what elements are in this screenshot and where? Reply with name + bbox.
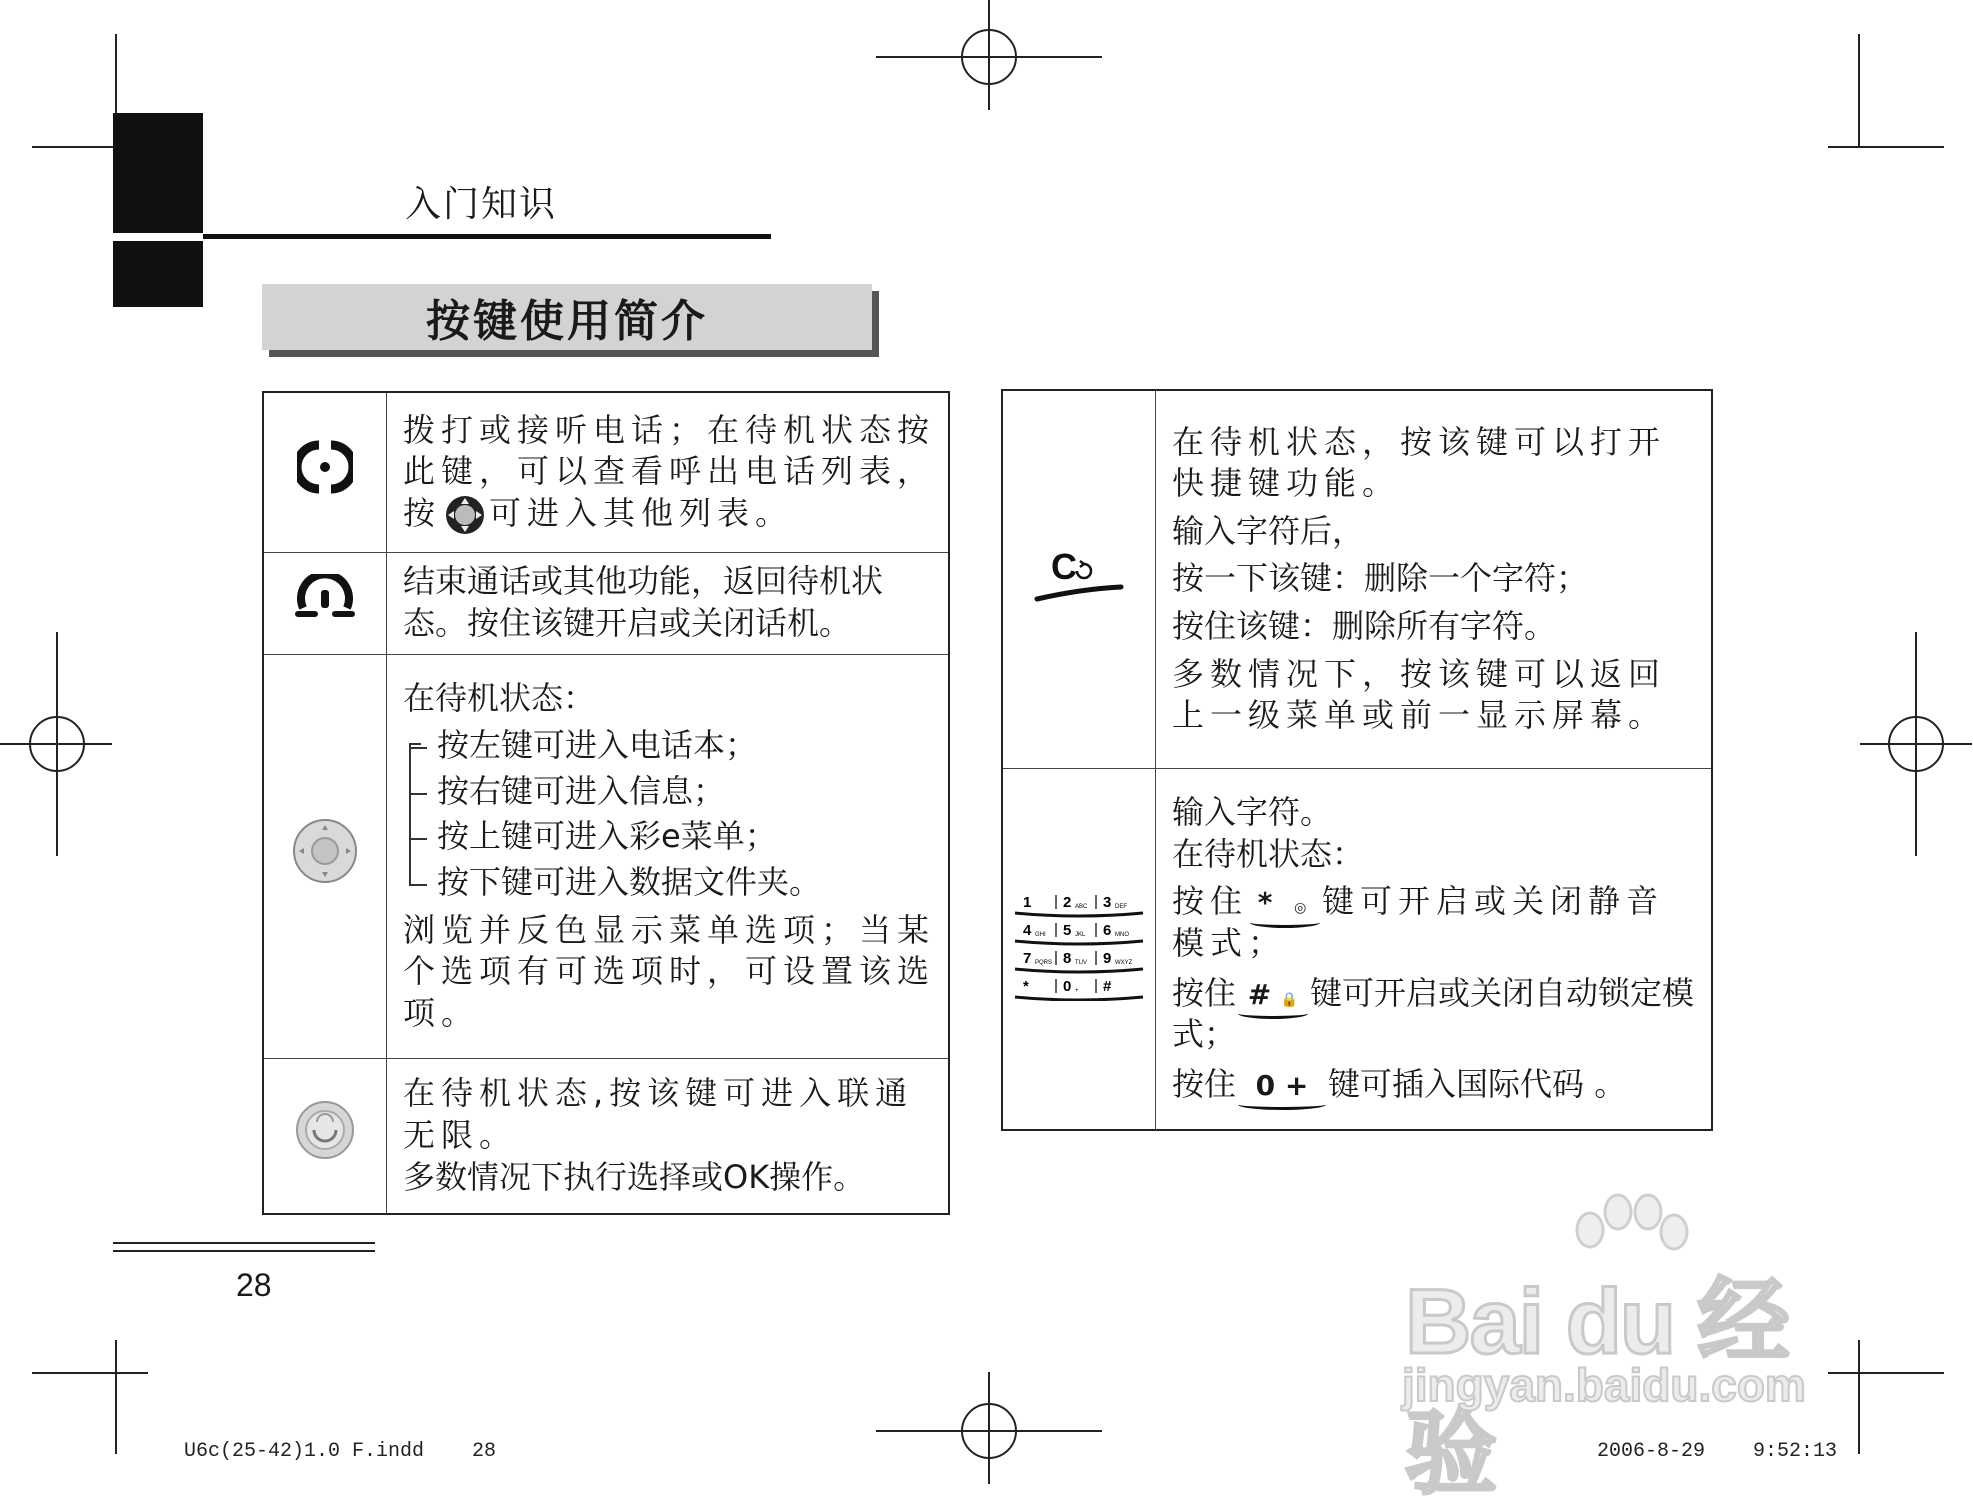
keypad-letters: ABC bbox=[1075, 904, 1088, 911]
table-row bbox=[263, 1058, 949, 1214]
table-row bbox=[1002, 768, 1712, 1130]
description-text: 可进入其他列表。 bbox=[489, 493, 794, 532]
description-text: 按住 bbox=[1172, 1064, 1237, 1103]
keypad-digit: 6 bbox=[1103, 922, 1112, 940]
clear-back-key-icon bbox=[1031, 539, 1127, 609]
footer-rule bbox=[113, 1242, 375, 1244]
description-text: 键可开启或关闭自动锁定模式； bbox=[1172, 973, 1695, 1054]
description-text: 按一下该键：删除一个字符； bbox=[1172, 559, 1589, 598]
section-title: 按键使用简介 bbox=[262, 284, 872, 350]
keypad-digit: 1 bbox=[1023, 894, 1032, 912]
key-description bbox=[1156, 768, 1713, 1130]
star-key-icon bbox=[1254, 885, 1316, 921]
zero-key-label: 0 + bbox=[1255, 1068, 1309, 1102]
description-text: 输入字符后， bbox=[1172, 511, 1365, 550]
description-text bbox=[1172, 881, 1699, 964]
crop-mark bbox=[1828, 146, 1944, 148]
list-item: 按下键可进入数据文件夹。 bbox=[437, 862, 936, 904]
keypad-digit: # bbox=[1103, 978, 1112, 996]
header-rule bbox=[203, 234, 771, 239]
description-text: 输入字符。 bbox=[1172, 793, 1333, 832]
description-text bbox=[403, 493, 936, 535]
description-text: 拨打或接听电话；在待机状态按此键，可以查看呼出电话列表， bbox=[403, 410, 936, 491]
keypad-row-underline bbox=[1015, 941, 1143, 944]
page-number: 28 bbox=[236, 1267, 272, 1303]
print-slug-date: 2006-8-29 9:52:13 bbox=[1597, 1440, 1838, 1463]
keypad-letters: MNO bbox=[1115, 932, 1129, 939]
crop-mark bbox=[115, 1340, 117, 1454]
list-item: 按上键可进入彩e菜单； bbox=[437, 816, 936, 858]
keypad-row-underline bbox=[1015, 997, 1143, 1000]
keypad-digit: 0 bbox=[1063, 978, 1072, 996]
print-slug-file: U6c(25-42)1.0 F.indd 28 bbox=[184, 1440, 497, 1463]
zero-key-icon bbox=[1242, 1068, 1322, 1104]
direction-list bbox=[403, 725, 936, 903]
keypad-row-underline bbox=[1015, 913, 1143, 916]
keypad-letters: + bbox=[1075, 988, 1079, 995]
right-key-table bbox=[1001, 389, 1713, 1131]
hash-key-icon bbox=[1242, 977, 1304, 1013]
key-description bbox=[387, 654, 950, 1058]
number-keypad-icon bbox=[1009, 885, 1149, 1001]
key-description bbox=[387, 552, 950, 654]
registration-mark bbox=[29, 716, 85, 772]
keypad-digit: * bbox=[1023, 978, 1029, 996]
key-icon-cell bbox=[263, 392, 387, 552]
description-text: 多数情况下，按该键可以返回上一级菜单或前一显示屏幕。 bbox=[1172, 654, 1667, 735]
keypad-letters: JKL bbox=[1075, 932, 1086, 939]
keypad-digit: 7 bbox=[1023, 950, 1032, 968]
keypad-digit: 4 bbox=[1023, 922, 1032, 940]
description-text: 按住 bbox=[1172, 973, 1237, 1012]
description-text: 按住该键：删除所有字符。 bbox=[1172, 607, 1557, 646]
keypad-digit: 3 bbox=[1103, 894, 1112, 912]
keypad-letters: WXYZ bbox=[1115, 960, 1133, 967]
hash-key-label: # bbox=[1247, 977, 1272, 1011]
key-icon-cell bbox=[263, 552, 387, 654]
description-text: 按 bbox=[403, 493, 442, 532]
list-bracket bbox=[409, 743, 421, 885]
list-item: 按左键可进入电话本； bbox=[437, 725, 936, 767]
keypad-digit: 2 bbox=[1063, 894, 1072, 912]
list-item: 按右键可进入信息； bbox=[437, 771, 936, 813]
description-text: 按住 bbox=[1172, 882, 1249, 921]
description-text: 在待机状态，按该键可以打开快捷键功能。 bbox=[1172, 422, 1667, 503]
crop-mark bbox=[1858, 34, 1860, 148]
description-text: 结束通话或其他功能，返回待机状态。按住该键开启或关闭话机。 bbox=[403, 562, 884, 642]
description-text: 在待机状态： bbox=[403, 678, 596, 717]
crop-mark bbox=[32, 1372, 148, 1374]
description-text bbox=[1172, 1064, 1699, 1106]
lock-icon: 🔒 bbox=[1280, 991, 1299, 1008]
vibrate-icon: ◎ bbox=[1294, 900, 1313, 917]
description-text: 在待机状态： bbox=[1172, 834, 1365, 873]
key-icon-cell bbox=[263, 1058, 387, 1214]
keypad-digit: 8 bbox=[1063, 950, 1072, 968]
watermark-logo: Bai du 经验 bbox=[1405, 1271, 1788, 1505]
description-text: 键可开启或关闭静音模式； bbox=[1172, 882, 1665, 962]
table-row bbox=[263, 552, 949, 654]
ok-key-icon bbox=[295, 1100, 355, 1160]
description-text: 浏览并反色显示菜单选项；当某个选项有可选项时，可设置该选项。 bbox=[403, 910, 936, 1032]
keypad-letters: TUV bbox=[1075, 960, 1087, 967]
table-row bbox=[263, 392, 949, 552]
end-power-key-icon bbox=[295, 574, 355, 622]
description-text bbox=[1172, 973, 1699, 1056]
call-send-key-icon bbox=[297, 439, 353, 495]
footer-rule bbox=[113, 1250, 375, 1252]
table-row bbox=[263, 654, 949, 1058]
key-description bbox=[387, 392, 950, 552]
keypad-digit: 9 bbox=[1103, 950, 1112, 968]
description-text: 多数情况下执行选择或OK操作。 bbox=[403, 1157, 866, 1196]
chapter-title: 入门知识 bbox=[405, 184, 558, 225]
registration-mark bbox=[961, 29, 1017, 85]
key-description bbox=[387, 1058, 950, 1214]
navigation-key-icon bbox=[292, 818, 358, 884]
keypad-letters: GHI bbox=[1035, 932, 1046, 939]
keypad-letters: DEF bbox=[1115, 904, 1127, 911]
key-icon-cell bbox=[263, 654, 387, 1058]
description-text: 在待机状态,按该键可进入联通无限。 bbox=[403, 1074, 914, 1154]
table-row bbox=[1002, 390, 1712, 768]
keypad-letters: PQRS bbox=[1035, 960, 1053, 967]
left-key-table bbox=[262, 391, 950, 1215]
chapter-tab bbox=[113, 113, 203, 233]
key-icon-cell bbox=[1002, 390, 1156, 768]
nav-key-icon bbox=[445, 495, 485, 535]
star-key-label: * bbox=[1257, 886, 1279, 920]
keypad-digit: 5 bbox=[1063, 922, 1072, 940]
key-icon-cell bbox=[1002, 768, 1156, 1130]
description-text: 键可插入国际代码 。 bbox=[1328, 1064, 1627, 1103]
chapter-tab bbox=[113, 241, 203, 307]
registration-mark bbox=[961, 1403, 1017, 1459]
watermark-url: jingyan.baidu.com bbox=[1402, 1359, 1806, 1411]
clear-key-glyph: C bbox=[1051, 545, 1077, 587]
registration-mark bbox=[1888, 716, 1944, 772]
key-description bbox=[1156, 390, 1713, 768]
keypad-row-underline bbox=[1015, 969, 1143, 972]
